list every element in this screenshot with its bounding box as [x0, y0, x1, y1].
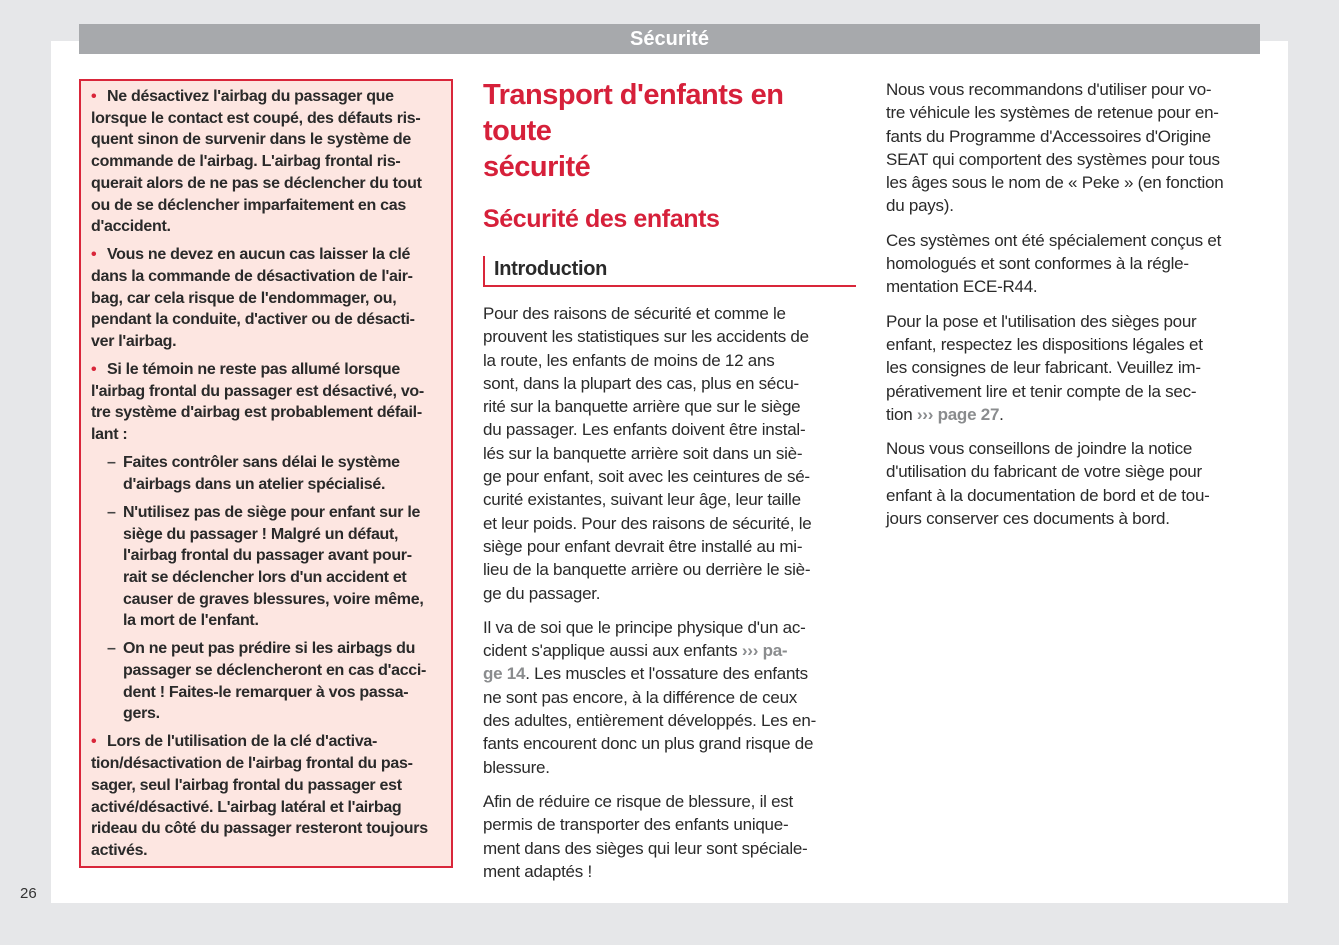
text-line: d'airbags dans un atelier spécialisé. — [123, 475, 386, 493]
dash-icon: – — [107, 454, 116, 472]
dash-icon: – — [107, 640, 116, 658]
text-line: causer de graves blessures, voire même, — [123, 590, 424, 608]
warning-box — [79, 79, 453, 868]
text-line: – N'utilisez pas de siège pour enfant sur le — [107, 502, 423, 524]
page-title — [483, 77, 858, 185]
right-column — [886, 78, 1261, 541]
title-line: Transport d'enfants en toute — [483, 79, 784, 147]
text-line: tion/désactivation de l'airbag frontal du pas- — [91, 755, 413, 773]
warning-item — [91, 359, 424, 446]
text-line: ge du passager. — [483, 583, 601, 603]
text-line: du pays). — [886, 196, 954, 216]
text-line: siège du passager ! Malgré un défaut, — [123, 525, 399, 543]
paragraph — [886, 78, 1261, 218]
page-number: 26 — [20, 885, 37, 902]
text-line: tre système d'airbag est probablement défail- — [91, 404, 422, 422]
subtitle: Sécurité des enfants — [483, 205, 720, 233]
paragraph — [886, 229, 1261, 299]
text-line: – On ne peut pas prédire si les airbags du — [107, 638, 426, 660]
text-line: sager, seul l'airbag frontal du passager est — [91, 776, 402, 794]
text-line: lés sur la banquette arrière soit dans un siè- — [483, 443, 803, 463]
text-line: enfant, respectez les dispositions légales et — [886, 334, 1203, 354]
text-line: l'airbag frontal du passager est désactivé, vo- — [91, 382, 424, 400]
text-line: des adultes, entièrement développés. Les en- — [483, 711, 817, 731]
warning-item — [91, 86, 422, 238]
paragraph — [886, 437, 1261, 530]
text-line: rité sur la banquette arrière que sur le siège — [483, 397, 801, 417]
text-line: sont, dans la plupart des cas, plus en sécu- — [483, 373, 799, 393]
text-line: la route, les enfants de moins de 12 ans — [483, 350, 775, 370]
text-line: rideau du côté du passager resteront toujours — [91, 820, 428, 838]
text-line: • Ne désactivez l'airbag du passager que — [91, 86, 422, 108]
text-line: jours conserver ces documents à bord. — [886, 509, 1170, 529]
page-link[interactable]: ››› page 27 — [916, 404, 1000, 424]
text-line: Afin de réduire ce risque de blessure, il est — [483, 791, 794, 811]
paragraph — [483, 302, 858, 605]
text-line: tre véhicule les systèmes de retenue pour en- — [886, 103, 1219, 123]
text-line: Pour des raisons de sécurité et comme le — [483, 304, 786, 323]
text-line: ment adaptés ! — [483, 861, 592, 881]
text-line: cident s'applique aussi aux enfants ››› pa- — [483, 641, 788, 661]
bullet-icon: • — [91, 246, 97, 264]
text-line: prouvent les statistiques sur les accidents de — [483, 327, 809, 347]
page-link[interactable]: ge 14 — [483, 664, 526, 684]
text-line: ou de se déclencher imparfaitement en cas — [91, 196, 406, 214]
text-line: quent sinon de survenir dans le système de — [91, 131, 411, 149]
text-line: d'utilisation du fabricant de votre siège pour — [886, 462, 1202, 482]
text-line: rait se déclencher lors d'un accident et — [123, 568, 407, 586]
text-line: les consignes de leur fabricant. Veuillez im- — [886, 358, 1201, 378]
title-line: sécurité — [483, 151, 591, 183]
warning-subitem — [107, 452, 400, 495]
text-line: – Faites contrôler sans délai le système — [107, 452, 400, 474]
paragraph — [483, 790, 858, 883]
body-text — [886, 78, 1261, 530]
text-line: • Si le témoin ne reste pas allumé lorsque — [91, 359, 424, 381]
bullet-icon: • — [91, 88, 97, 105]
text-line: SEAT qui comportent des systèmes pour tous — [886, 149, 1220, 169]
text-line: l'airbag frontal du passager avant pour- — [123, 547, 412, 565]
text-line: dent ! Faites-le remarquer à vos passa- — [123, 683, 409, 701]
warning-item — [91, 731, 428, 861]
bullet-icon: • — [91, 733, 97, 751]
text-line: la mort de l'enfant. — [123, 612, 259, 630]
main-column — [483, 77, 858, 894]
text-line: mentation ECE-R44. — [886, 277, 1038, 297]
text-line: • Vous ne devez en aucun cas laisser la clé — [91, 244, 415, 266]
page-link[interactable]: ››› pa- — [741, 641, 788, 661]
text-line: d'accident. — [91, 218, 171, 236]
text-line: bag, car cela risque de l'endommager, ou, — [91, 289, 397, 307]
text-line: fants encourent donc un plus grand risque de — [483, 734, 814, 754]
warning-subitem — [107, 638, 426, 725]
text-line: permis de transporter des enfants unique- — [483, 815, 789, 835]
text-line: ge 14. Les muscles et l'ossature des enfants — [483, 664, 808, 684]
warning-subitem — [107, 502, 423, 632]
text-line: lant : — [91, 426, 128, 444]
text-line: fants du Programme d'Accessoires d'Origine — [886, 126, 1211, 146]
bullet-icon: • — [91, 361, 97, 378]
text-line: passager se déclencheront en cas d'acci- — [123, 662, 427, 679]
text-line: commande de l'airbag. L'airbag frontal ris- — [91, 153, 401, 171]
text-line: • Lors de l'utilisation de la clé d'activa- — [91, 731, 428, 753]
text-line: Nous vous recommandons d'utiliser pour vo- — [886, 80, 1212, 99]
section-heading: Introduction — [483, 256, 856, 287]
dash-icon: – — [107, 503, 116, 521]
text-line: Il va de soi que le principe physique d'un ac- — [483, 617, 806, 637]
text-line: ver l'airbag. — [91, 333, 177, 350]
text-line: du passager. Les enfants doivent être instal- — [483, 420, 806, 440]
text-line: ne sont pas encore, à la différence de ceux — [483, 687, 798, 707]
text-line: dans la commande de désactivation de l'air- — [91, 267, 413, 285]
text-line: curité existantes, suivant leur âge, leur taille — [483, 490, 801, 510]
text-line: blessure. — [483, 757, 550, 777]
text-line: gers. — [123, 705, 160, 723]
body-text — [483, 302, 858, 883]
text-line: lieu de la banquette arrière ou derrière le siè- — [483, 560, 811, 580]
paragraph — [483, 616, 858, 779]
text-line: tion ››› page 27. — [886, 404, 1004, 424]
text-line: lorsque le contact est coupé, des défauts ris- — [91, 109, 421, 127]
text-line: pérativement lire et tenir compte de la sec- — [886, 381, 1197, 401]
text-line: ge pour enfant, soit avec les ceintures de sé- — [483, 467, 810, 487]
text-line: Pour la pose et l'utilisation des sièges pour — [886, 311, 1197, 331]
warning-item — [91, 244, 415, 353]
paragraph — [886, 310, 1261, 426]
text-line: ment dans des sièges qui leur sont spéciale- — [483, 838, 808, 858]
text-line: querait alors de ne pas se déclencher du tout — [91, 174, 422, 192]
text-line: enfant à la documentation de bord et de tou- — [886, 485, 1210, 505]
text-line: activé/désactivé. L'airbag latéral et l'airbag — [91, 798, 402, 816]
section-header: Sécurité — [79, 24, 1260, 54]
text-line: Ces systèmes ont été spécialement conçus et — [886, 230, 1222, 250]
text-line: pendant la conduite, d'activer ou de désacti- — [91, 311, 415, 329]
text-line: siège pour enfant devrait être installé au mi- — [483, 536, 803, 556]
text-line: activés. — [91, 841, 148, 859]
text-line: homologués et sont conformes à la régle- — [886, 254, 1189, 274]
text-line: et leur poids. Pour des raisons de sécurité, le — [483, 513, 812, 533]
text-line: les âges sous le nom de « Peke » (en fonction — [886, 173, 1224, 193]
text-line: Nous vous conseillons de joindre la notice — [886, 439, 1193, 459]
